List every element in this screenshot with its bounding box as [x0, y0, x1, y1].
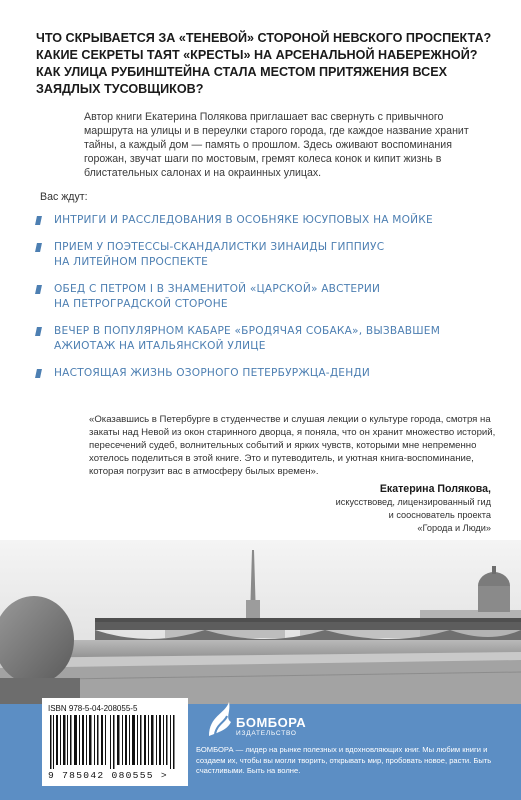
headline-line: ЧТО СКРЫВАЕТСЯ ЗА «ТЕНЕВОЙ» СТОРОНОЙ НЕВСКОГО ПРОСПЕКТА?	[36, 31, 492, 45]
bullet-line: НАСТОЯЩАЯ ЖИЗНЬ ОЗОРНОГО ПЕТЕРБУРЖЦА-ДЕНДИ	[54, 367, 370, 379]
isbn-box	[42, 698, 188, 786]
list-item	[36, 282, 506, 312]
list-item	[36, 240, 506, 270]
author-role-line: искусствовед, лицензированный гид	[335, 497, 491, 507]
bullet-line: НА ЛИТЕЙНОМ ПРОСПЕКТЕ	[54, 256, 209, 268]
publisher-brand	[236, 716, 306, 738]
bullet-mark-icon	[35, 285, 42, 294]
list-item	[36, 366, 506, 381]
author-name: Екатерина Полякова,	[379, 483, 491, 495]
author-quote: «Оказавшись в Петербурге в студенчестве и слушая лекции о культуре города, смотря на закаты над Невой из окон старинного дворца, я поняла, что он хранит множество историй, пересечений судеб, волнительных событий и ярких чувств, которыми мне непременно хотелось поделиться в этой книге. Это и путеводитель, и уютная книга-воспоминание, которая погрузит вас в атмосферу былых времен».	[89, 414, 496, 477]
author-role-line: «Города и Люди»	[417, 523, 491, 533]
headline-line: КАК УЛИЦА РУБИНШТЕЙНА СТАЛА МЕСТОМ ПРИТЯЖЕНИЯ ВСЕХ	[36, 65, 448, 79]
bullet-mark-icon	[35, 216, 42, 225]
bullet-line: НА ПЕТРОГРАДСКОЙ СТОРОНЕ	[54, 298, 228, 310]
headline-line: КАКИЕ СЕКРЕТЫ ТАЯТ «КРЕСТЫ» НА АРСЕНАЛЬНОЙ НАБЕРЕЖНОЙ?	[36, 48, 478, 62]
bullet-line: АЖИОТАЖ НА ИТАЛЬЯНСКОЙ УЛИЦЕ	[54, 340, 266, 352]
neva-embankment-image	[0, 540, 521, 704]
await-label: Вас ждут:	[40, 191, 88, 203]
bullet-mark-icon	[35, 243, 42, 252]
bullet-mark-icon	[35, 369, 42, 378]
isbn-label: ISBN 978-5-04-208055-5	[48, 704, 138, 713]
list-item	[36, 213, 506, 228]
barcode-icon	[48, 715, 182, 769]
author-role-line: и сооснователь проекта	[388, 510, 491, 520]
bombora-wave-logo-icon	[205, 696, 235, 738]
publisher-subtitle: ИЗДАТЕЛЬСТВО	[236, 730, 297, 737]
publisher-name: БОМБОРА	[236, 715, 307, 730]
bullet-line: ПРИЕМ У ПОЭТЕССЫ-СКАНДАЛИСТКИ ЗИНАИДЫ ГИППИУС	[54, 241, 385, 253]
barcode-digits: 9 785042 080555 >	[48, 770, 168, 781]
bullet-list	[36, 213, 506, 393]
bullet-mark-icon	[35, 327, 42, 336]
publisher-description: БОМБОРА — лидер на рынке полезных и вдохновляющих книг. Мы любим книги и создаем их, чтобы вы могли творить, открывать мир, пробовать новое, расти. Быть счастливыми. Быть на волне.	[196, 745, 492, 775]
bullet-line: ВЕЧЕР В ПОПУЛЯРНОМ КАБАРЕ «БРОДЯЧАЯ СОБАКА», ВЫЗВАВШЕМ	[54, 325, 441, 337]
bullet-line: ОБЕД С ПЕТРОМ I В ЗНАМЕНИТОЙ «ЦАРСКОЙ» АВСТЕРИИ	[54, 283, 381, 295]
bullet-line: ИНТРИГИ И РАССЛЕДОВАНИЯ В ОСОБНЯКЕ ЮСУПОВЫХ НА МОЙКЕ	[54, 214, 433, 226]
list-item	[36, 324, 506, 354]
city-photo	[0, 540, 521, 704]
headline	[36, 30, 496, 98]
footer-panel	[0, 704, 521, 800]
headline-line: ЗАЯДЛЫХ ТУСОВЩИКОВ?	[36, 82, 204, 96]
author-block	[191, 482, 491, 535]
intro-paragraph: Автор книги Екатерина Полякова приглашает вас свернуть с привычного маршрута на улицы и в переулки старого города, где каждое название хранит тайны, а каждый дом — память о прошлом. Здесь оживают воспоминания горожан, звучат шаги по мостовым, гремят колеса конок и кипит жизнь в блистательных салонах и на окраинных улицах.	[84, 111, 469, 179]
